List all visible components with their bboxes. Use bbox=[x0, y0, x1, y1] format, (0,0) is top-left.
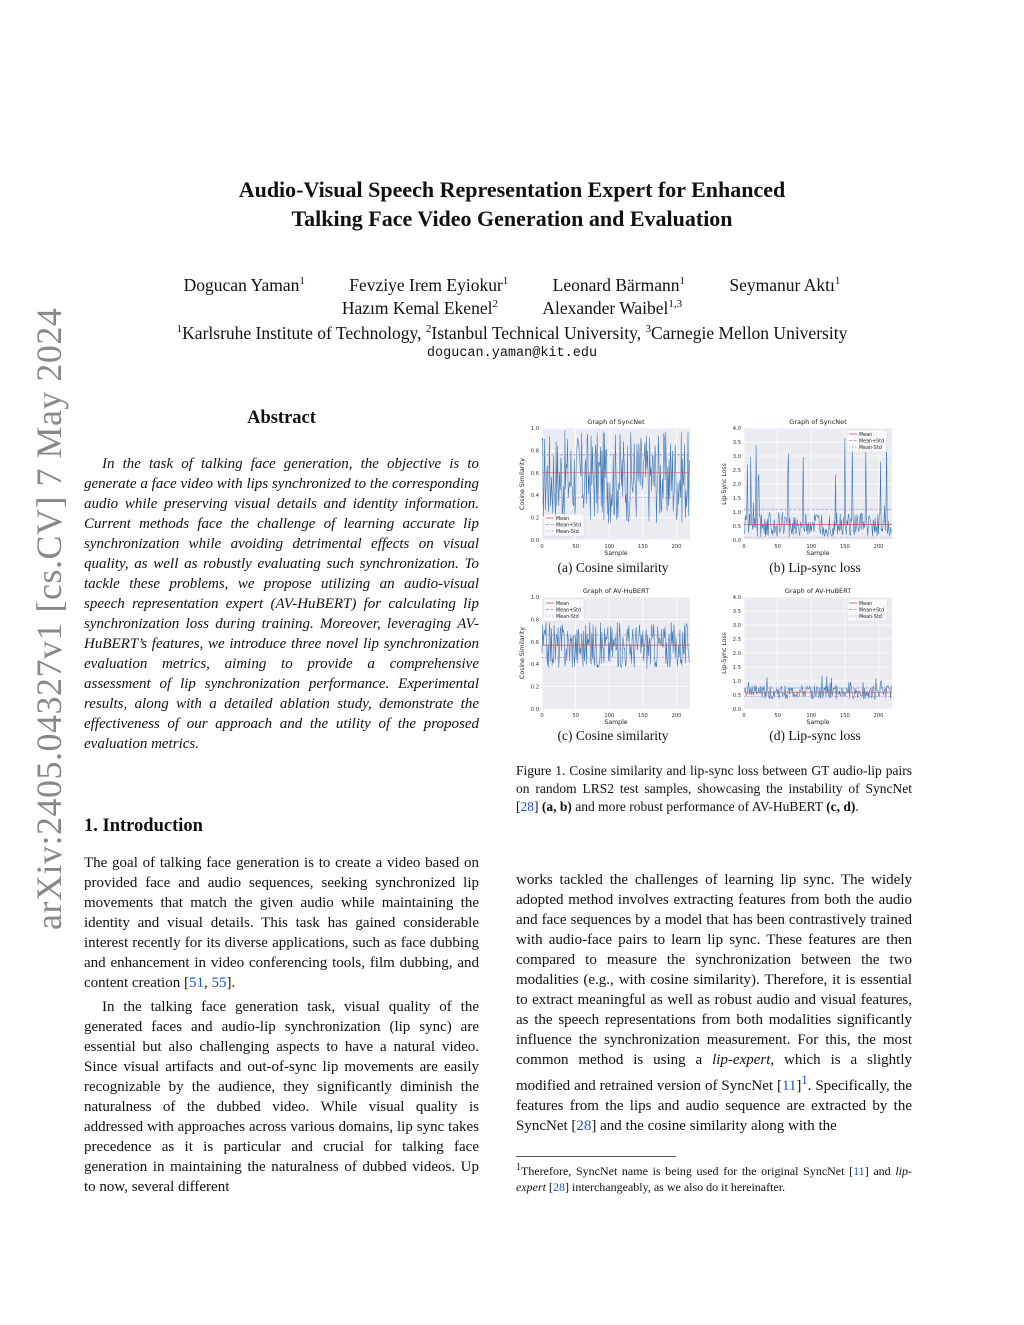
y-tick-label: 0.2 bbox=[530, 515, 539, 522]
x-tick-label: 50 bbox=[774, 544, 781, 550]
y-axis-label: Cosine Similarity bbox=[519, 627, 526, 679]
x-tick-label: 0 bbox=[540, 544, 544, 550]
y-axis-label: Cosine Similarity bbox=[519, 458, 526, 510]
x-tick-label: 150 bbox=[637, 713, 648, 719]
legend-label: Mean bbox=[859, 432, 873, 438]
subfigure-caption-a: (a) Cosine similarity bbox=[557, 560, 669, 575]
x-tick-label: 50 bbox=[572, 544, 579, 550]
y-tick-label: 2.0 bbox=[732, 482, 741, 488]
x-tick-label: 100 bbox=[806, 713, 817, 719]
intro-left-column bbox=[84, 853, 479, 1201]
legend-label: Mean-Std bbox=[556, 614, 579, 620]
y-tick-label: 0.6 bbox=[530, 470, 539, 477]
y-tick-label: 1.0 bbox=[732, 510, 741, 516]
plot-avhubert-cosine bbox=[516, 585, 696, 727]
citation-link[interactable]: 11 bbox=[853, 1164, 865, 1178]
y-tick-label: 1.5 bbox=[732, 496, 741, 502]
x-tick-label: 150 bbox=[839, 544, 850, 550]
x-axis-label: Sample bbox=[604, 550, 628, 557]
intro-paragraph-3: works tackled the challenges of learning lip sync. The widely adopted method involves extracting features from both the audio and face sequences by a model that has been contrastively trained with audio-face pairs to learn lip sync. These features are then compared to measure the synchronization between the two modalities (e.g., with cosine similarity). Therefore, it is essential to extract meaningful as well as robust audio and visual features, as the speech representations from both modalities significantly influence the synchronization measurement. For this, the most common method is using a lip-expert, which is a slightly modified and retrained version of SyncNet [11]$^1$. Specifically, the features from the lips and audio sequence are extracted by the SyncNet [28] and the cosine similarity along with the bbox=[516, 872, 913, 1134]
plot-avhubert-loss bbox=[718, 585, 898, 727]
y-tick-label: 2.5 bbox=[732, 468, 741, 474]
x-tick-label: 0 bbox=[742, 713, 746, 719]
x-tick-label: 50 bbox=[774, 713, 781, 719]
section-heading-introduction: 1. Introduction bbox=[84, 816, 203, 836]
x-tick-label: 0 bbox=[742, 544, 746, 550]
x-axis-label: Sample bbox=[806, 550, 830, 557]
chart-title: Graph of SyncNet bbox=[789, 418, 847, 426]
abstract-heading: Abstract bbox=[247, 408, 316, 428]
y-tick-label: 0.4 bbox=[530, 493, 539, 500]
legend-label: Mean+Std bbox=[859, 439, 885, 445]
x-tick-label: 100 bbox=[604, 713, 615, 719]
legend-label: Mean+Std bbox=[556, 608, 582, 614]
x-tick-label: 150 bbox=[637, 544, 648, 550]
plot-syncnet-cosine bbox=[516, 416, 696, 558]
citation-link[interactable]: 28 bbox=[552, 1180, 565, 1194]
y-tick-label: 0.4 bbox=[530, 662, 539, 669]
x-axis-label: Sample bbox=[806, 719, 830, 726]
citation-link[interactable]: 28 bbox=[576, 1118, 592, 1134]
y-tick-label: 1.5 bbox=[732, 665, 741, 671]
affiliations: $^1$Karlsruhe Institute of Technology, $^2$Istanbul Technical University, $^3$Carnegie Mellon University bbox=[176, 322, 848, 343]
plot-syncnet-loss bbox=[718, 416, 898, 558]
x-tick-label: 200 bbox=[873, 713, 884, 719]
chart-title: Graph of AV-HuBERT bbox=[784, 587, 852, 595]
x-tick-label: 100 bbox=[806, 544, 817, 550]
citation-link[interactable]: 28 bbox=[520, 799, 534, 814]
legend-label: Mean+Std bbox=[859, 608, 885, 614]
y-tick-label: 2.0 bbox=[732, 651, 741, 657]
author: Fevziye Irem Eyiokur$^1$ bbox=[349, 274, 509, 295]
y-axis-label: Lip-Sync Loss bbox=[721, 463, 728, 505]
footnote: $^1$Therefore, SyncNet name is being used for the original SyncNet [11] and lip-expert [28] interchangeably, as we also do it hereinafter. bbox=[516, 1162, 912, 1194]
y-tick-label: 3.0 bbox=[732, 454, 741, 460]
x-tick-label: 100 bbox=[604, 544, 615, 550]
citation-link[interactable]: 55 bbox=[211, 975, 227, 991]
arxiv-stamp: arXiv:2405.04327v1 [cs.CV] 7 May 2024 bbox=[29, 307, 69, 930]
author: Hazım Kemal Ekenel$^2$ bbox=[341, 297, 498, 318]
subfigure-caption-d: (d) Lip-sync loss bbox=[769, 728, 861, 743]
y-tick-label: 0.8 bbox=[530, 617, 539, 624]
y-tick-label: 0.8 bbox=[530, 448, 539, 455]
figure-caption: Figure 1. Cosine similarity and lip-sync loss between GT audio-lip pairs on random LRS2 test samples, showcasing the instability of SyncNet [28] (a, b) and more robust performance of AV-HuBERT (c, d). bbox=[516, 763, 912, 814]
subfigure-caption-b: (b) Lip-sync loss bbox=[769, 560, 861, 575]
y-tick-label: 3.0 bbox=[732, 623, 741, 629]
intro-right-column bbox=[516, 870, 912, 1140]
author: Leonard Bärmann$^1$ bbox=[552, 274, 685, 295]
x-axis-label: Sample bbox=[604, 719, 628, 726]
y-tick-label: 0.5 bbox=[732, 693, 741, 699]
author-email[interactable]: dogucan.yaman@kit.edu bbox=[426, 346, 598, 361]
y-tick-label: 1.0 bbox=[732, 679, 741, 685]
authors-row-1 bbox=[0, 270, 1024, 296]
chart-title: Graph of AV-HuBERT bbox=[582, 587, 650, 595]
authors-row-2 bbox=[0, 293, 1024, 319]
subfigure-caption-c: (c) Cosine similarity bbox=[557, 728, 669, 743]
y-tick-label: 0.0 bbox=[732, 707, 741, 713]
intro-paragraph-1: The goal of talking face generation is to create a video based on provided face and audio sequences, seeking synchronized lip movements that match the given audio while maintaining the identity and visual details. This task has gained considerable interest recently for its diverse applications, such as face dubbing and enhancement in video conferencing tools, film dubbing, and content creation [51, 55]. bbox=[84, 855, 479, 991]
title-line-2: Talking Face Video Generation and Evaluation bbox=[291, 206, 733, 231]
x-tick-label: 200 bbox=[873, 544, 884, 550]
author: Dogucan Yaman$^1$ bbox=[183, 274, 305, 295]
y-tick-label: 0.2 bbox=[530, 684, 539, 691]
author: Alexander Waibel$^{1,3}$ bbox=[542, 297, 683, 318]
y-axis-label: Lip-Sync Loss bbox=[721, 632, 728, 674]
x-tick-label: 0 bbox=[540, 713, 544, 719]
y-tick-label: 0.0 bbox=[530, 707, 539, 713]
legend-label: Mean-Std bbox=[859, 445, 882, 451]
y-tick-label: 4.0 bbox=[732, 595, 741, 601]
y-tick-label: 0.0 bbox=[530, 538, 539, 544]
footnote-marker[interactable]: 1 bbox=[801, 1073, 808, 1087]
chart-title: Graph of SyncNet bbox=[587, 418, 645, 426]
x-tick-label: 200 bbox=[671, 544, 682, 550]
legend-label: Mean bbox=[556, 601, 570, 607]
x-tick-label: 50 bbox=[572, 713, 579, 719]
intro-paragraph-2: In the talking face generation task, visual quality of the generated faces and audio-lip synchronization (lip sync) are essential but also challenging aspects to have a natural video. Since visual artifacts and out-of-sync lip movements are easily recognizable by the audience, they significantly diminish the naturalness of the dubbed video. While visual quality is addressed with approaches across various domains, lip sync takes precedence as it is particular and crucial for talking face generation in maintaining the naturalness of dubbed videos. Up to now, several different bbox=[84, 999, 479, 1195]
legend-label: Mean+Std bbox=[556, 523, 582, 529]
y-tick-label: 3.5 bbox=[732, 609, 741, 615]
title-line-1: Audio-Visual Speech Representation Expert for Enhanced bbox=[238, 177, 786, 202]
legend-label: Mean bbox=[556, 516, 570, 522]
citation-link[interactable]: 51 bbox=[188, 975, 204, 991]
citation-link[interactable]: 11 bbox=[781, 1078, 797, 1094]
y-tick-label: 4.0 bbox=[732, 426, 741, 432]
y-tick-label: 0.6 bbox=[530, 639, 539, 646]
x-tick-label: 200 bbox=[671, 713, 682, 719]
legend-label: Mean-Std bbox=[859, 614, 882, 620]
abstract-text: In the task of talking face generation, the objective is to generate a face video with lips synchronized to the corresponding audio while preserving visual details and identity information. Current methods face the challenge of learning accurate lip synchronization while avoiding detrimental effects on visual quality, as well as robustly evaluating such synchronization. To tackle these problems, we propose utilizing an audio-visual speech representation expert (AV-HuBERT) for calculating lip synchronization loss during training. Moreover, leveraging AV-HuBERT’s features, we introduce three novel lip synchronization evaluation metrics, aiming to provide a comprehensive assessment of lip synchronization performance. Experimental results, along with a detailed ablation study, demonstrate the effectiveness of our approach and the utility of the proposed evaluation metrics. bbox=[84, 456, 479, 752]
y-tick-label: 2.5 bbox=[732, 637, 741, 643]
y-tick-label: 1.0 bbox=[530, 595, 539, 601]
author: Seymanur Aktı$^1$ bbox=[729, 274, 841, 295]
x-tick-label: 150 bbox=[839, 713, 850, 719]
y-tick-label: 3.5 bbox=[732, 440, 741, 446]
y-tick-label: 1.0 bbox=[530, 426, 539, 432]
legend-label: Mean bbox=[859, 601, 873, 607]
paper-title bbox=[0, 175, 1024, 233]
y-tick-label: 0.0 bbox=[732, 538, 741, 544]
footnote-divider bbox=[516, 1156, 676, 1157]
y-tick-label: 0.5 bbox=[732, 524, 741, 530]
legend-label: Mean-Std bbox=[556, 529, 579, 535]
